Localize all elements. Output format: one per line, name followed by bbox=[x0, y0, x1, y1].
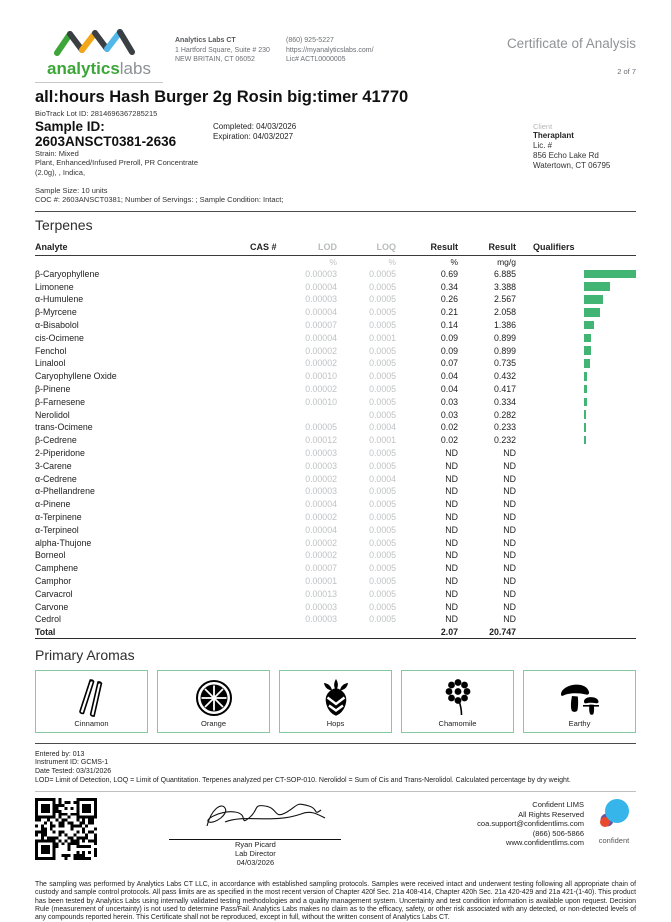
result-mgg: 0.417 bbox=[493, 384, 516, 395]
lod-value: 0.00002 bbox=[305, 512, 337, 523]
result-percent: ND bbox=[445, 537, 458, 548]
terpene-row bbox=[35, 485, 636, 498]
lod-value: 0.00004 bbox=[305, 499, 337, 510]
total-result-pct: 2.07 bbox=[440, 626, 458, 637]
terpenes-table-body bbox=[35, 267, 636, 625]
analyte-name: β-Myrcene bbox=[35, 307, 77, 318]
analyte-name: α-Terpineol bbox=[35, 524, 79, 535]
analyte-name: Carvone bbox=[35, 601, 69, 612]
total-result-mgg: 20.747 bbox=[489, 626, 516, 637]
terpene-row bbox=[35, 536, 636, 549]
analyte-name: Fenchol bbox=[35, 345, 67, 356]
result-mgg: ND bbox=[503, 473, 516, 484]
analyte-name: trans-Ocimene bbox=[35, 422, 93, 433]
loq-value: 0.0005 bbox=[369, 512, 396, 523]
result-bar bbox=[584, 398, 587, 407]
result-mgg: ND bbox=[503, 588, 516, 599]
result-percent: ND bbox=[445, 614, 458, 625]
footer-meta bbox=[35, 751, 636, 785]
result-mgg: 0.334 bbox=[493, 396, 516, 407]
terpene-row bbox=[35, 434, 636, 447]
col-lod: LOD bbox=[318, 242, 337, 253]
analyte-name: α-Phellandrene bbox=[35, 486, 95, 497]
lod-value: 0.00010 bbox=[305, 371, 337, 382]
signer-name: Ryan Picard bbox=[234, 840, 276, 850]
lims-website-link[interactable]: www.confidentlims.com bbox=[506, 838, 584, 848]
result-bar bbox=[584, 359, 590, 368]
hops-icon bbox=[315, 677, 357, 719]
result-bar bbox=[584, 410, 586, 419]
aromas-section-title: Primary Aromas bbox=[35, 646, 135, 663]
lab-license: Lic# ACTL0000005 bbox=[286, 56, 346, 63]
analyte-name: Nerolidol bbox=[35, 409, 70, 420]
analyte-name: β-Farnesene bbox=[35, 396, 86, 407]
terpene-row bbox=[35, 370, 636, 383]
result-mgg: ND bbox=[503, 486, 516, 497]
terpene-row bbox=[35, 472, 636, 485]
brand-analytics: analytics bbox=[47, 59, 120, 78]
header-right bbox=[507, 26, 636, 76]
terpene-row bbox=[35, 421, 636, 434]
lab-contact-block bbox=[286, 36, 416, 65]
analyte-name: α-Terpinene bbox=[35, 512, 82, 523]
analyte-name: α-Humulene bbox=[35, 294, 84, 305]
lims-email-link[interactable]: coa.support@confidentlims.com bbox=[477, 819, 584, 829]
result-mgg: 3.388 bbox=[493, 281, 516, 292]
lod-value: 0.00004 bbox=[305, 281, 337, 292]
analyte-name: Camphor bbox=[35, 576, 72, 586]
lod-legend: LOD= Limit of Detection, LOQ = Limit of Quantitation. Terpenes analyzed per CT-SOP-010. Nerolidol = Sum of Cis and Trans-Nerolidol. Calculated percentage by dry weight. bbox=[35, 776, 571, 784]
biotrack-lot-id: BioTrack Lot ID: 2814696367285215 bbox=[35, 109, 158, 118]
result-percent: ND bbox=[445, 588, 458, 599]
signature-block bbox=[160, 798, 350, 867]
terpene-row bbox=[35, 331, 636, 344]
analyte-name: Borneol bbox=[35, 550, 66, 561]
result-percent: ND bbox=[445, 473, 458, 484]
lod-value: 0.00002 bbox=[305, 384, 337, 395]
analyte-name: α-Cedrene bbox=[35, 473, 77, 484]
result-percent: ND bbox=[445, 601, 458, 612]
section-divider bbox=[35, 211, 636, 212]
terpene-row bbox=[35, 344, 636, 357]
qualifier-cell bbox=[516, 321, 636, 330]
terpene-row bbox=[35, 293, 636, 306]
lod-value: 0.00002 bbox=[305, 550, 337, 561]
sample-size: Sample Size: 10 units bbox=[35, 185, 108, 195]
loq-value: 0.0005 bbox=[369, 499, 396, 510]
result-mgg: ND bbox=[503, 448, 516, 459]
completed-date: Completed: 04/03/2026 bbox=[213, 122, 297, 131]
product-title: all:hours Hash Burger 2g Rosin big:timer 41770 bbox=[35, 88, 409, 106]
aroma-orange bbox=[157, 670, 270, 733]
terpene-row bbox=[35, 498, 636, 511]
aroma-cinnamon bbox=[35, 670, 148, 733]
result-mgg: 0.899 bbox=[493, 345, 516, 356]
terpenes-total-row bbox=[35, 626, 636, 639]
analyte-name: alpha-Thujone bbox=[35, 537, 92, 548]
result-mgg: 0.735 bbox=[493, 358, 516, 369]
entered-by: Entered by: 013 bbox=[35, 750, 85, 758]
loq-value: 0.0005 bbox=[369, 537, 396, 548]
terpene-row bbox=[35, 408, 636, 421]
confident-wordmark: confident bbox=[598, 836, 630, 846]
loq-value: 0.0005 bbox=[369, 486, 396, 497]
lims-name: Confident LIMS bbox=[532, 800, 584, 810]
qualifier-cell bbox=[516, 270, 636, 279]
result-bar bbox=[584, 321, 594, 330]
loq-value: 0.0005 bbox=[369, 524, 396, 535]
loq-value: 0.0005 bbox=[369, 614, 396, 625]
loq-value: 0.0005 bbox=[369, 358, 396, 369]
lab-address2: NEW BRITAIN, CT 06052 bbox=[175, 56, 255, 63]
loq-value: 0.0005 bbox=[369, 268, 396, 279]
result-mgg: ND bbox=[503, 576, 516, 586]
client-address2: Watertown, CT 06795 bbox=[533, 161, 611, 170]
result-mgg: ND bbox=[503, 512, 516, 523]
signature-date: 04/03/2026 bbox=[236, 858, 275, 868]
terpene-row bbox=[35, 357, 636, 370]
unit-result-mgg: mg/g bbox=[497, 256, 516, 267]
footer-divider bbox=[35, 743, 636, 744]
chamomile-icon bbox=[437, 677, 479, 719]
terpene-row bbox=[35, 306, 636, 319]
coc-line: COC #: 2603ANSCT0381; Number of Servings: ; Sample Condition: Intact; bbox=[35, 195, 284, 205]
aroma-chamomile bbox=[401, 670, 514, 733]
page-number: 2 of 7 bbox=[617, 67, 636, 76]
terpene-row bbox=[35, 587, 636, 600]
orange-icon bbox=[193, 677, 235, 719]
bottom-divider bbox=[35, 791, 636, 792]
aroma-label: Hops bbox=[326, 718, 345, 728]
qualifier-cell bbox=[516, 372, 636, 381]
result-percent: ND bbox=[445, 563, 458, 574]
client-address1: 856 Echo Lake Rd bbox=[533, 151, 599, 160]
client-label: Client bbox=[533, 122, 553, 131]
result-percent: 0.04 bbox=[440, 371, 458, 382]
result-mgg: ND bbox=[503, 537, 516, 548]
lims-block bbox=[477, 798, 636, 848]
result-percent: 0.21 bbox=[440, 307, 458, 318]
lab-address-block bbox=[175, 36, 278, 65]
analyte-name: Cedrol bbox=[35, 614, 61, 625]
loq-value: 0.0004 bbox=[369, 422, 396, 433]
loq-value: 0.0001 bbox=[369, 332, 396, 343]
analyte-name: β-Caryophyllene bbox=[35, 268, 100, 279]
loq-value: 0.0005 bbox=[369, 409, 396, 420]
qr-code bbox=[35, 798, 97, 860]
lab-address1: 1 Hartford Square, Suite # 230 bbox=[175, 46, 270, 54]
result-mgg: 0.282 bbox=[493, 409, 516, 420]
result-mgg: 0.232 bbox=[493, 435, 516, 446]
disclaimer-text: The sampling was performed by Analytics Labs CT LLC, in accordance with established sampling protocols. Samples were received intact and underwent testing following all appropriate chain of custody and sample control protocols. All pass limits are as specified in the most recent version of Chapter 420f Sec. 21a 408-414, Chapter 420h Sec. 21a 420-429 and 21a 421-(1-40). This product has been tested by Analytics Labs using internally validated testing methodologies and a quality management system. Uncertainty and test condition information is available upon request. Decision Rule (measurement of uncertainty) is not used to determine Pass/Fail. Analytics Labs makes no claim as to the efficacy, safety, or other risk associated with any detected, or non-detected levels of any compounds reported herein. This Certificate shall not be reproduced, except in full, without the written consent of Analytics Labs CT. bbox=[35, 881, 636, 921]
result-mgg: 0.899 bbox=[493, 332, 516, 343]
result-bar bbox=[584, 385, 587, 394]
terpene-row bbox=[35, 511, 636, 524]
analyte-name: Caryophyllene Oxide bbox=[35, 371, 117, 382]
product-type-line2: (2.0g), , Indica, bbox=[35, 167, 86, 177]
analyte-name: Camphene bbox=[35, 563, 79, 574]
client-block bbox=[533, 119, 610, 177]
expiration-date: Expiration: 04/03/2027 bbox=[213, 132, 294, 141]
result-mgg: 2.567 bbox=[493, 294, 516, 305]
lod-value: 0.00002 bbox=[305, 345, 337, 356]
product-type-line1: Plant, Enhanced/Infused Preroll, PR Concentrate bbox=[35, 158, 199, 168]
unit-lod: % bbox=[329, 256, 337, 267]
col-analyte: Analyte bbox=[35, 242, 68, 253]
result-percent: ND bbox=[445, 448, 458, 459]
loq-value: 0.0005 bbox=[369, 588, 396, 599]
loq-value: 0.0005 bbox=[369, 460, 396, 471]
terpene-row bbox=[35, 459, 636, 472]
zigzag-logo-icon bbox=[51, 28, 147, 58]
loq-value: 0.0005 bbox=[369, 281, 396, 292]
lod-value: 0.00003 bbox=[305, 614, 337, 625]
qualifier-cell bbox=[516, 295, 636, 304]
result-mgg: ND bbox=[503, 524, 516, 535]
loq-value: 0.0005 bbox=[369, 371, 396, 382]
result-bar bbox=[584, 423, 586, 432]
result-bar bbox=[584, 295, 603, 304]
analyte-name: β-Cedrene bbox=[35, 435, 77, 446]
result-percent: 0.26 bbox=[440, 294, 458, 305]
lab-website-link[interactable]: https://myanalyticslabs.com/ bbox=[286, 46, 374, 54]
aromas-row bbox=[35, 670, 636, 733]
result-mgg: 2.058 bbox=[493, 307, 516, 318]
qualifier-cell bbox=[516, 423, 636, 432]
result-mgg: ND bbox=[503, 601, 516, 612]
result-mgg: ND bbox=[503, 499, 516, 510]
terpenes-section-title: Terpenes bbox=[35, 217, 93, 234]
aroma-label: Earthy bbox=[568, 718, 591, 728]
loq-value: 0.0001 bbox=[369, 435, 396, 446]
result-percent: ND bbox=[445, 576, 458, 586]
lims-rights: All Rights Reserved bbox=[518, 809, 584, 819]
result-percent: 0.09 bbox=[440, 345, 458, 356]
analyte-name: α-Pinene bbox=[35, 499, 71, 510]
client-license: Lic. # bbox=[533, 141, 553, 150]
terpene-row bbox=[35, 562, 636, 575]
loq-value: 0.0005 bbox=[369, 563, 396, 574]
result-mgg: 0.233 bbox=[493, 422, 516, 433]
result-bar bbox=[584, 346, 591, 355]
qualifier-cell bbox=[516, 359, 636, 368]
analyte-name: Linalool bbox=[35, 358, 66, 369]
qualifier-cell bbox=[516, 398, 636, 407]
result-percent: ND bbox=[445, 486, 458, 497]
lod-value: 0.00003 bbox=[305, 268, 337, 279]
qualifier-cell bbox=[516, 282, 636, 291]
col-loq: LOQ bbox=[376, 242, 396, 253]
aroma-label: Chamomile bbox=[438, 718, 477, 728]
terpene-row bbox=[35, 613, 636, 626]
cinnamon-icon bbox=[71, 677, 113, 719]
result-mgg: 6.885 bbox=[493, 268, 516, 279]
aroma-label: Orange bbox=[200, 718, 227, 728]
confident-logo-icon bbox=[597, 798, 631, 830]
qualifier-cell bbox=[516, 308, 636, 317]
qualifier-cell bbox=[516, 346, 636, 355]
loq-value: 0.0005 bbox=[369, 550, 396, 561]
lod-value: 0.00003 bbox=[305, 601, 337, 612]
dates-block bbox=[213, 119, 355, 177]
strain: Strain: Mixed bbox=[35, 149, 79, 158]
terpene-row bbox=[35, 383, 636, 396]
sample-id-block bbox=[35, 119, 213, 177]
unit-loq: % bbox=[388, 256, 396, 267]
result-percent: 0.07 bbox=[440, 358, 458, 369]
result-bar bbox=[584, 308, 600, 317]
lod-value: 0.00002 bbox=[305, 537, 337, 548]
analyte-name: α-Bisabolol bbox=[35, 320, 79, 331]
result-bar bbox=[584, 436, 586, 445]
loq-value: 0.0005 bbox=[369, 307, 396, 318]
result-mgg: 0.432 bbox=[493, 371, 516, 382]
lod-value: 0.00003 bbox=[305, 448, 337, 459]
loq-value: 0.0005 bbox=[369, 320, 396, 331]
analytics-labs-logo bbox=[35, 26, 163, 83]
lod-value: 0.00001 bbox=[305, 576, 337, 586]
result-percent: 0.14 bbox=[440, 320, 458, 331]
lims-phone: (866) 506-5866 bbox=[532, 828, 584, 838]
lod-value: 0.00007 bbox=[305, 320, 337, 331]
qualifier-cell bbox=[516, 410, 636, 419]
lod-value: 0.00002 bbox=[305, 358, 337, 369]
signature-icon bbox=[169, 800, 341, 834]
total-label: Total bbox=[35, 626, 56, 637]
lod-value: 0.00003 bbox=[305, 294, 337, 305]
lod-value: 0.00004 bbox=[305, 307, 337, 318]
result-percent: 0.09 bbox=[440, 332, 458, 343]
analyte-name: Carvacrol bbox=[35, 588, 73, 599]
lod-value: 0.00013 bbox=[305, 588, 337, 599]
result-percent: 0.04 bbox=[440, 384, 458, 395]
lod-value: 0.00004 bbox=[305, 524, 337, 535]
client-name: Theraplant bbox=[533, 131, 574, 140]
date-tested: Date Tested: 03/31/2026 bbox=[35, 767, 112, 775]
aroma-hops bbox=[279, 670, 392, 733]
bottom-row bbox=[35, 798, 636, 867]
signer-title: Lab Director bbox=[234, 849, 276, 859]
result-percent: ND bbox=[445, 550, 458, 561]
header bbox=[35, 26, 636, 83]
result-mgg: 1.386 bbox=[493, 320, 516, 331]
lod-value: 0.00003 bbox=[305, 460, 337, 471]
result-bar bbox=[584, 270, 636, 279]
loq-value: 0.0005 bbox=[369, 294, 396, 305]
loq-value: 0.0005 bbox=[369, 576, 396, 586]
terpene-row bbox=[35, 395, 636, 408]
loq-value: 0.0005 bbox=[369, 384, 396, 395]
result-percent: ND bbox=[445, 512, 458, 523]
result-mgg: ND bbox=[503, 550, 516, 561]
analyte-name: 2-Piperidone bbox=[35, 448, 85, 459]
result-percent: 0.69 bbox=[440, 268, 458, 279]
result-bar bbox=[584, 334, 591, 343]
col-cas: CAS # bbox=[250, 242, 277, 253]
terpene-row bbox=[35, 600, 636, 613]
result-percent: 0.03 bbox=[440, 409, 458, 420]
aroma-earthy bbox=[523, 670, 636, 733]
result-percent: ND bbox=[445, 460, 458, 471]
brand-wordmark bbox=[35, 59, 163, 83]
loq-value: 0.0005 bbox=[369, 345, 396, 356]
confident-logo bbox=[592, 798, 636, 845]
aroma-label: Cinnamon bbox=[74, 718, 109, 728]
lod-value: 0.00005 bbox=[305, 422, 337, 433]
instrument-id: Instrument ID: GCMS-1 bbox=[35, 759, 109, 767]
terpene-row bbox=[35, 280, 636, 293]
loq-value: 0.0005 bbox=[369, 396, 396, 407]
terpenes-table-header bbox=[35, 242, 636, 256]
result-percent: 0.02 bbox=[440, 435, 458, 446]
analyte-name: β-Pinene bbox=[35, 384, 71, 395]
lod-value: 0.00002 bbox=[305, 473, 337, 484]
sample-info-row bbox=[35, 119, 636, 177]
result-bar bbox=[584, 372, 587, 381]
unit-result-pct: % bbox=[450, 256, 458, 267]
terpenes-units-row bbox=[35, 256, 636, 267]
lab-phone: (860) 925-5227 bbox=[286, 37, 334, 44]
loq-value: 0.0005 bbox=[369, 448, 396, 459]
result-percent: 0.34 bbox=[440, 281, 458, 292]
lod-value: 0.00012 bbox=[305, 435, 337, 446]
loq-value: 0.0005 bbox=[369, 601, 396, 612]
result-mgg: ND bbox=[503, 460, 516, 471]
result-percent: ND bbox=[445, 499, 458, 510]
lod-value: 0.00003 bbox=[305, 486, 337, 497]
qualifier-cell bbox=[516, 334, 636, 343]
result-percent: ND bbox=[445, 524, 458, 535]
document-title: Certificate of Analysis bbox=[506, 36, 636, 51]
terpene-row bbox=[35, 523, 636, 536]
lab-name: Analytics Labs CT bbox=[175, 37, 236, 44]
terpene-row bbox=[35, 319, 636, 332]
col-result-pct: Result bbox=[430, 242, 458, 253]
result-mgg: ND bbox=[503, 614, 516, 625]
qualifier-cell bbox=[516, 385, 636, 394]
earthy-icon bbox=[558, 677, 602, 719]
result-percent: 0.03 bbox=[440, 396, 458, 407]
col-qualifiers: Qualifiers bbox=[533, 242, 575, 253]
analyte-name: Limonene bbox=[35, 281, 74, 292]
result-percent: 0.02 bbox=[440, 422, 458, 433]
terpene-row bbox=[35, 447, 636, 460]
col-result-mgg: Result bbox=[488, 242, 516, 253]
terpene-row bbox=[35, 575, 636, 588]
terpene-row bbox=[35, 267, 636, 280]
brand-labs: labs bbox=[119, 59, 151, 78]
analyte-name: 3-Carene bbox=[35, 460, 72, 471]
analyte-name: cis-Ocimene bbox=[35, 332, 84, 343]
lod-value: 0.00007 bbox=[305, 563, 337, 574]
lod-value: 0.00004 bbox=[305, 332, 337, 343]
loq-value: 0.0004 bbox=[369, 473, 396, 484]
qualifier-cell bbox=[516, 436, 636, 445]
result-mgg: ND bbox=[503, 563, 516, 574]
lod-value: 0.00010 bbox=[305, 396, 337, 407]
sample-id: Sample ID: 2603ANSCT0381-2636 bbox=[35, 119, 177, 149]
result-bar bbox=[584, 282, 610, 291]
terpene-row bbox=[35, 549, 636, 562]
